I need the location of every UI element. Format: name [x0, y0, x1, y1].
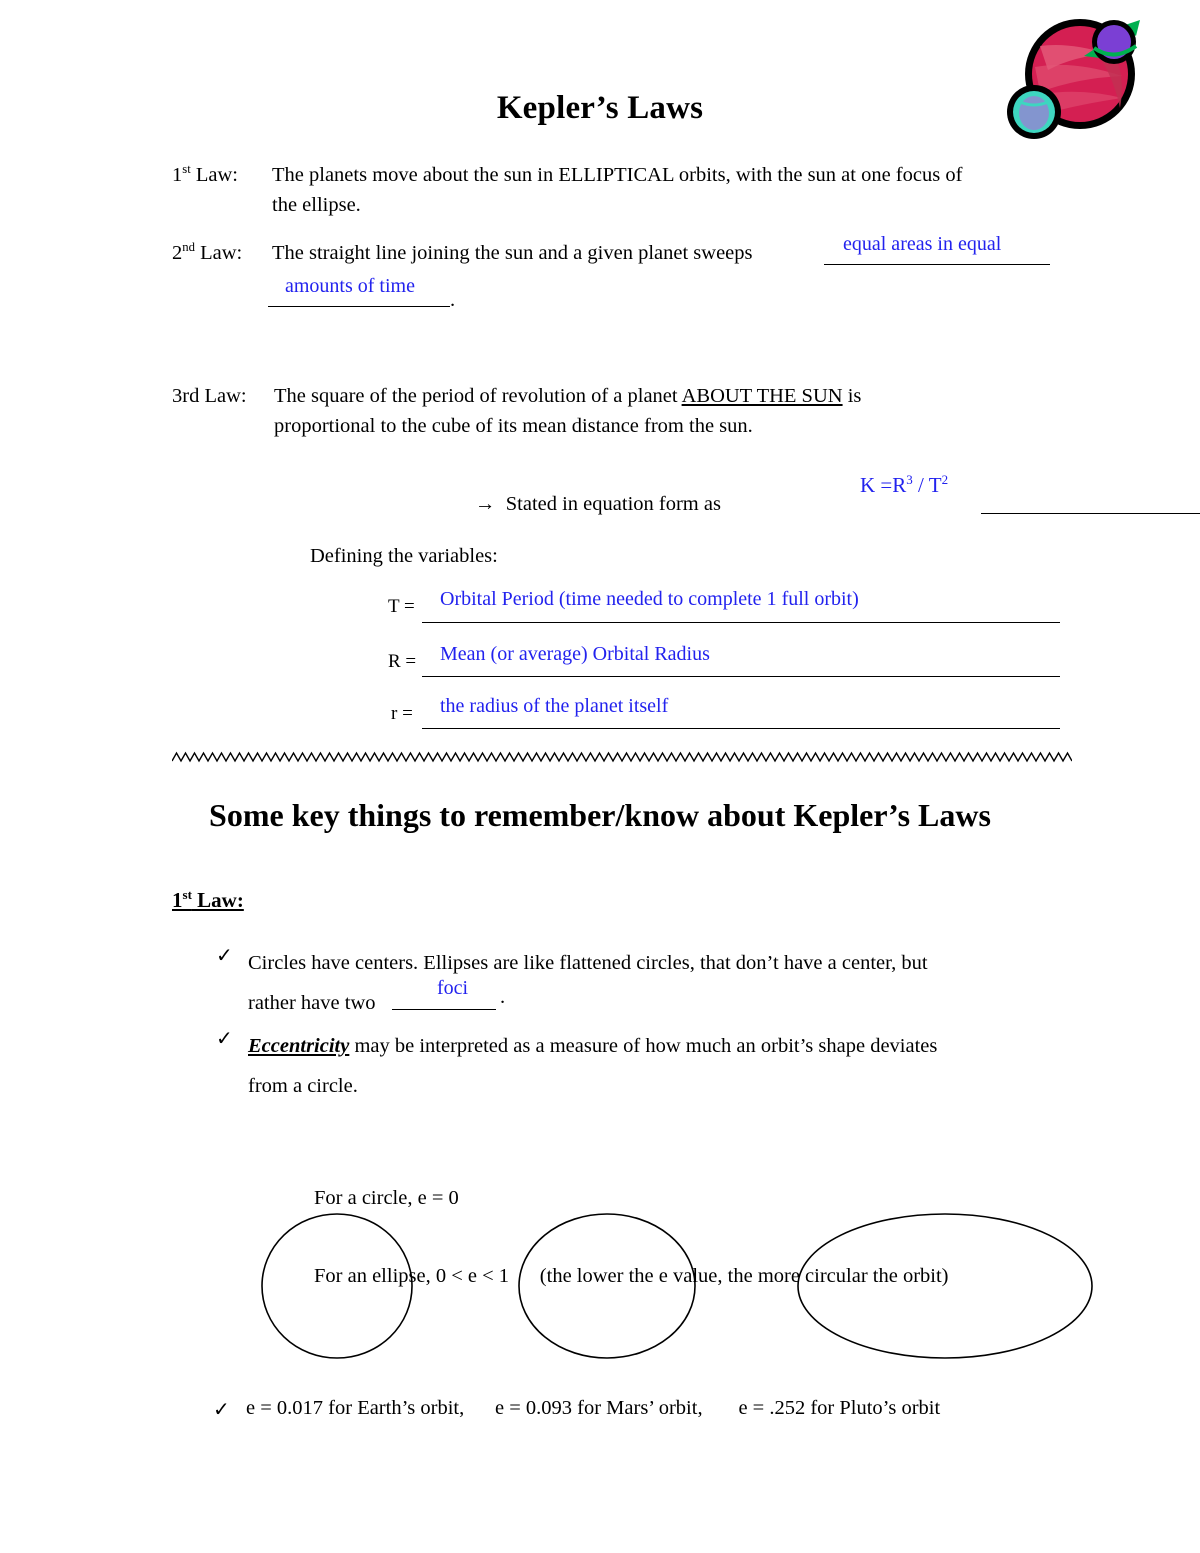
equation-blank-rule: [981, 513, 1200, 514]
variable-blank-rule-r: [422, 728, 1060, 729]
bullet-1-line2: rather have two: [248, 992, 376, 1014]
defining-variables-heading: Defining the variables:: [310, 545, 498, 567]
law1-body: [272, 160, 1072, 220]
eccentricity-term: Eccentricity: [248, 1035, 350, 1057]
checkmark-icon: ✓: [216, 945, 233, 967]
subsection-law1-heading: 1st Law:: [172, 887, 244, 912]
variable-symbol-r: r =: [391, 703, 413, 724]
foci-trailing-period: .: [500, 986, 506, 1008]
orbit-eccentricity-examples: e = 0.017 for Earth’s orbit, e = 0.093 for Mars’ orbit, e = .252 for Pluto’s orbit: [246, 1397, 941, 1419]
section-heading: Some key things to remember/know about Kepler’s Laws: [209, 797, 991, 833]
law1-line2: the ellipse.: [272, 194, 361, 216]
law3-body: [274, 381, 1064, 441]
kepler-equation-answer: $K =R^3 / T^2$: [860, 472, 949, 497]
variable-answer-R: Mean (or average) Orbital Radius: [440, 643, 710, 665]
law3-line1: The square of the period of revolution of a planet ABOUT THE SUN is: [274, 385, 862, 407]
right-arrow-icon: →: [475, 493, 496, 515]
variable-symbol-T: T =: [388, 596, 415, 617]
variable-blank-rule-T: [422, 622, 1060, 623]
about-the-sun-emphasis: ABOUT THE SUN: [681, 385, 843, 407]
law3-line2: proportional to the cube of its mean distance from the sun.: [274, 415, 753, 437]
law1-line1: The planets move about the sun in ELLIPTICAL orbits, with the sun at one focus of: [272, 164, 963, 186]
law2-label: 2nd Law:: [172, 240, 243, 264]
slight-ellipse-shape: [519, 1214, 695, 1358]
law2-blank-rule-2: [268, 306, 450, 307]
stated-in-equation-form: → Stated in equation form as: [475, 493, 721, 515]
ellipse-shape-row: [0, 1190, 1200, 1390]
law2-body: The straight line joining the sun and a given planet sweeps: [272, 242, 753, 264]
variable-answer-T: Orbital Period (time needed to complete 1 full orbit): [440, 588, 859, 610]
law2-trailing-period: .: [450, 289, 456, 311]
page-title: Kepler’s Laws: [496, 90, 704, 126]
law2-answer-line1: equal areas in equal: [843, 233, 1002, 255]
foci-blank-rule: [392, 1009, 496, 1010]
bullet-1-line1: Circles have centers. Ellipses are like flattened circles, that don’t have a center, but: [248, 952, 928, 974]
zigzag-divider: [172, 750, 1072, 766]
checkmark-icon: ✓: [216, 1028, 233, 1050]
foci-answer: foci: [437, 977, 469, 999]
bullet-1-text: [248, 943, 1048, 1023]
law3-label: 3rd Law:: [172, 385, 247, 407]
checkmark-icon: ✓: [213, 1399, 230, 1421]
law2-blank-rule-1: [824, 264, 1050, 265]
bullet-2-text: [248, 1026, 1048, 1106]
variable-blank-rule-R: [422, 676, 1060, 677]
e-note-circle: For a circle, e = 0: [314, 1187, 459, 1209]
e-note-ellipse: For an ellipse, 0 < e < 1 (the lower the e value, the more circular the orbit): [314, 1265, 949, 1287]
variable-symbol-R: R =: [388, 651, 417, 672]
bullet-2-line1: Eccentricity may be interpreted as a measure of how much an orbit’s shape deviates: [248, 1035, 938, 1057]
circle-shape: [262, 1214, 412, 1358]
bullet-2-line2: from a circle.: [248, 1075, 358, 1097]
variable-answer-r: the radius of the planet itself: [440, 695, 669, 717]
law2-answer-line2: amounts of time: [285, 275, 415, 297]
law1-label: 1st Law:: [172, 162, 238, 186]
flat-ellipse-shape: [798, 1214, 1092, 1358]
